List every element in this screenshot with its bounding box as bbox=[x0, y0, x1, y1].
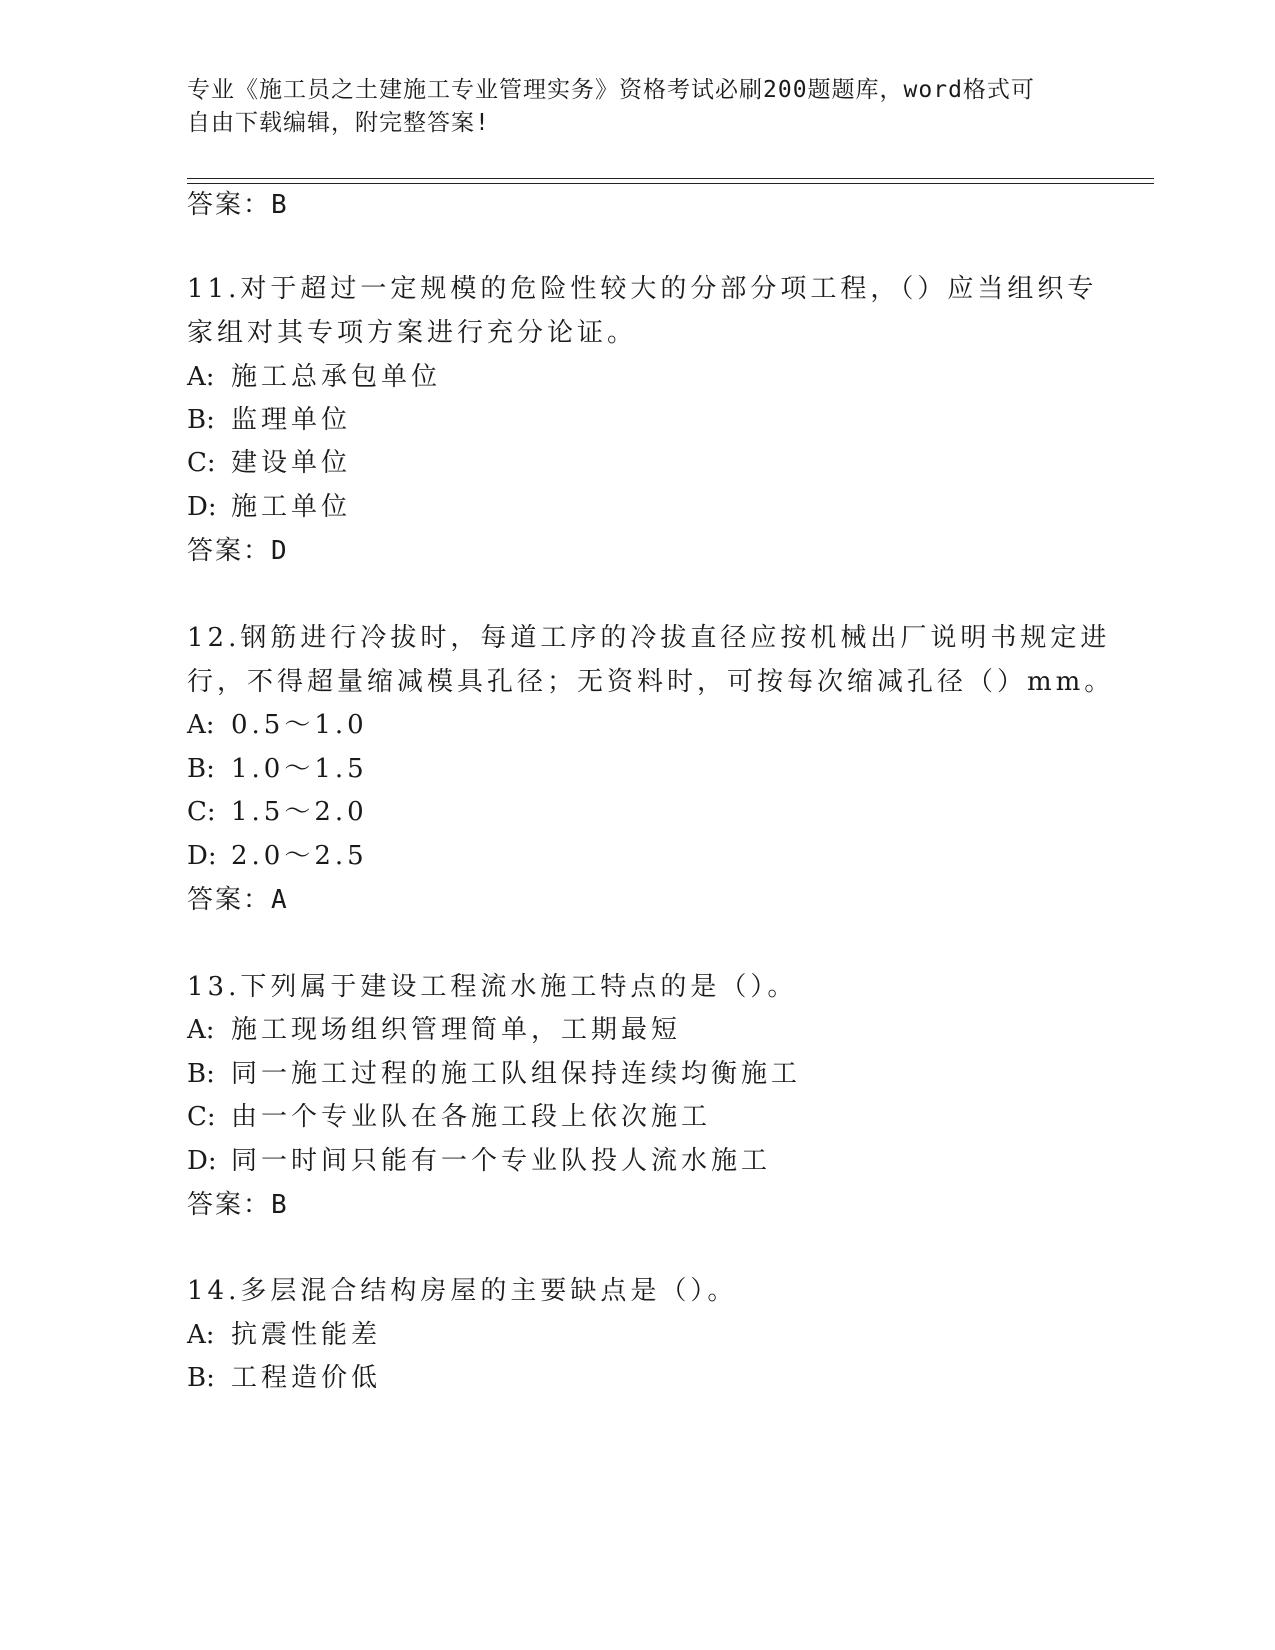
header-divider-bottom bbox=[187, 183, 1154, 184]
previous-answer: 答案：B bbox=[187, 190, 289, 220]
option-letter: D: bbox=[187, 841, 217, 871]
question-11-option-d bbox=[187, 490, 351, 524]
option-text: 施工总承包单位 bbox=[231, 362, 442, 392]
option-text: 2.0～2.5 bbox=[231, 841, 368, 871]
question-12-answer: 答案：A bbox=[187, 885, 289, 915]
question-12-option-b bbox=[187, 752, 368, 786]
option-letter: B: bbox=[187, 1363, 215, 1393]
option-text: 由一个专业队在各施工段上依次施工 bbox=[231, 1102, 712, 1132]
option-text: 1.0～1.5 bbox=[231, 754, 368, 784]
question-14-option-a bbox=[187, 1318, 381, 1352]
option-text: 施工单位 bbox=[231, 492, 352, 522]
question-11-option-c bbox=[187, 446, 351, 480]
question-13-option-a bbox=[187, 1013, 681, 1047]
question-12-option-d bbox=[187, 839, 368, 873]
option-text: 工程造价低 bbox=[231, 1363, 382, 1393]
question-12-option-c bbox=[187, 795, 368, 829]
question-11-option-a bbox=[187, 360, 441, 394]
header-line-1: 专业《施工员之土建施工专业管理实务》资格考试必刷200题题库，word格式可 bbox=[187, 77, 1035, 103]
question-13-option-c bbox=[187, 1100, 711, 1134]
question-11-stem-line-1: 11.对于超过一定规模的危险性较大的分部分项工程，（）应当组织专 bbox=[187, 274, 1098, 304]
option-letter: A: bbox=[187, 1015, 215, 1045]
option-letter: B: bbox=[187, 754, 215, 784]
option-text: 建设单位 bbox=[231, 448, 352, 478]
option-letter: B: bbox=[187, 1059, 215, 1089]
option-letter: A: bbox=[187, 362, 215, 392]
option-text: 同一时间只能有一个专业队投人流水施工 bbox=[231, 1146, 772, 1176]
option-text: 同一施工过程的施工队组保持连续均衡施工 bbox=[231, 1059, 802, 1089]
option-text: 1.5～2.0 bbox=[231, 797, 368, 827]
header-divider-top bbox=[187, 178, 1154, 179]
document-header bbox=[187, 74, 1067, 140]
question-11-stem-line-2: 家组对其专项方案进行充分论证。 bbox=[187, 318, 638, 348]
option-letter: A: bbox=[187, 1320, 215, 1350]
question-14-option-b bbox=[187, 1361, 381, 1395]
option-text: 施工现场组织管理简单，工期最短 bbox=[231, 1015, 682, 1045]
question-11-answer: 答案：D bbox=[187, 536, 289, 566]
header-line-2: 自由下载编辑，附完整答案! bbox=[187, 110, 490, 136]
question-13-stem-line-1: 13.下列属于建设工程流水施工特点的是（）。 bbox=[187, 972, 798, 1002]
question-12-stem-line-1: 12.钢筋进行冷拔时，每道工序的冷拔直径应按机械出厂说明书规定进 bbox=[187, 623, 1111, 653]
option-letter: C: bbox=[187, 1102, 216, 1132]
option-text: 监理单位 bbox=[231, 405, 352, 435]
option-letter: D: bbox=[187, 492, 217, 522]
option-letter: C: bbox=[187, 448, 216, 478]
option-text: 0.5～1.0 bbox=[231, 710, 368, 740]
option-letter: B: bbox=[187, 405, 215, 435]
question-12-option-a bbox=[187, 708, 368, 742]
option-letter: C: bbox=[187, 797, 216, 827]
question-13-option-b bbox=[187, 1057, 801, 1091]
question-11-option-b bbox=[187, 403, 351, 437]
question-13-option-d bbox=[187, 1144, 771, 1178]
question-14-stem-line-1: 14.多层混合结构房屋的主要缺点是（）。 bbox=[187, 1276, 738, 1306]
option-text: 抗震性能差 bbox=[231, 1320, 382, 1350]
question-12-stem-line-2: 行，不得超量缩减模具孔径；无资料时，可按每次缩减孔径（）mm。 bbox=[187, 667, 1115, 697]
option-letter: D: bbox=[187, 1146, 217, 1176]
question-13-answer: 答案：B bbox=[187, 1190, 289, 1220]
option-letter: A: bbox=[187, 710, 215, 740]
